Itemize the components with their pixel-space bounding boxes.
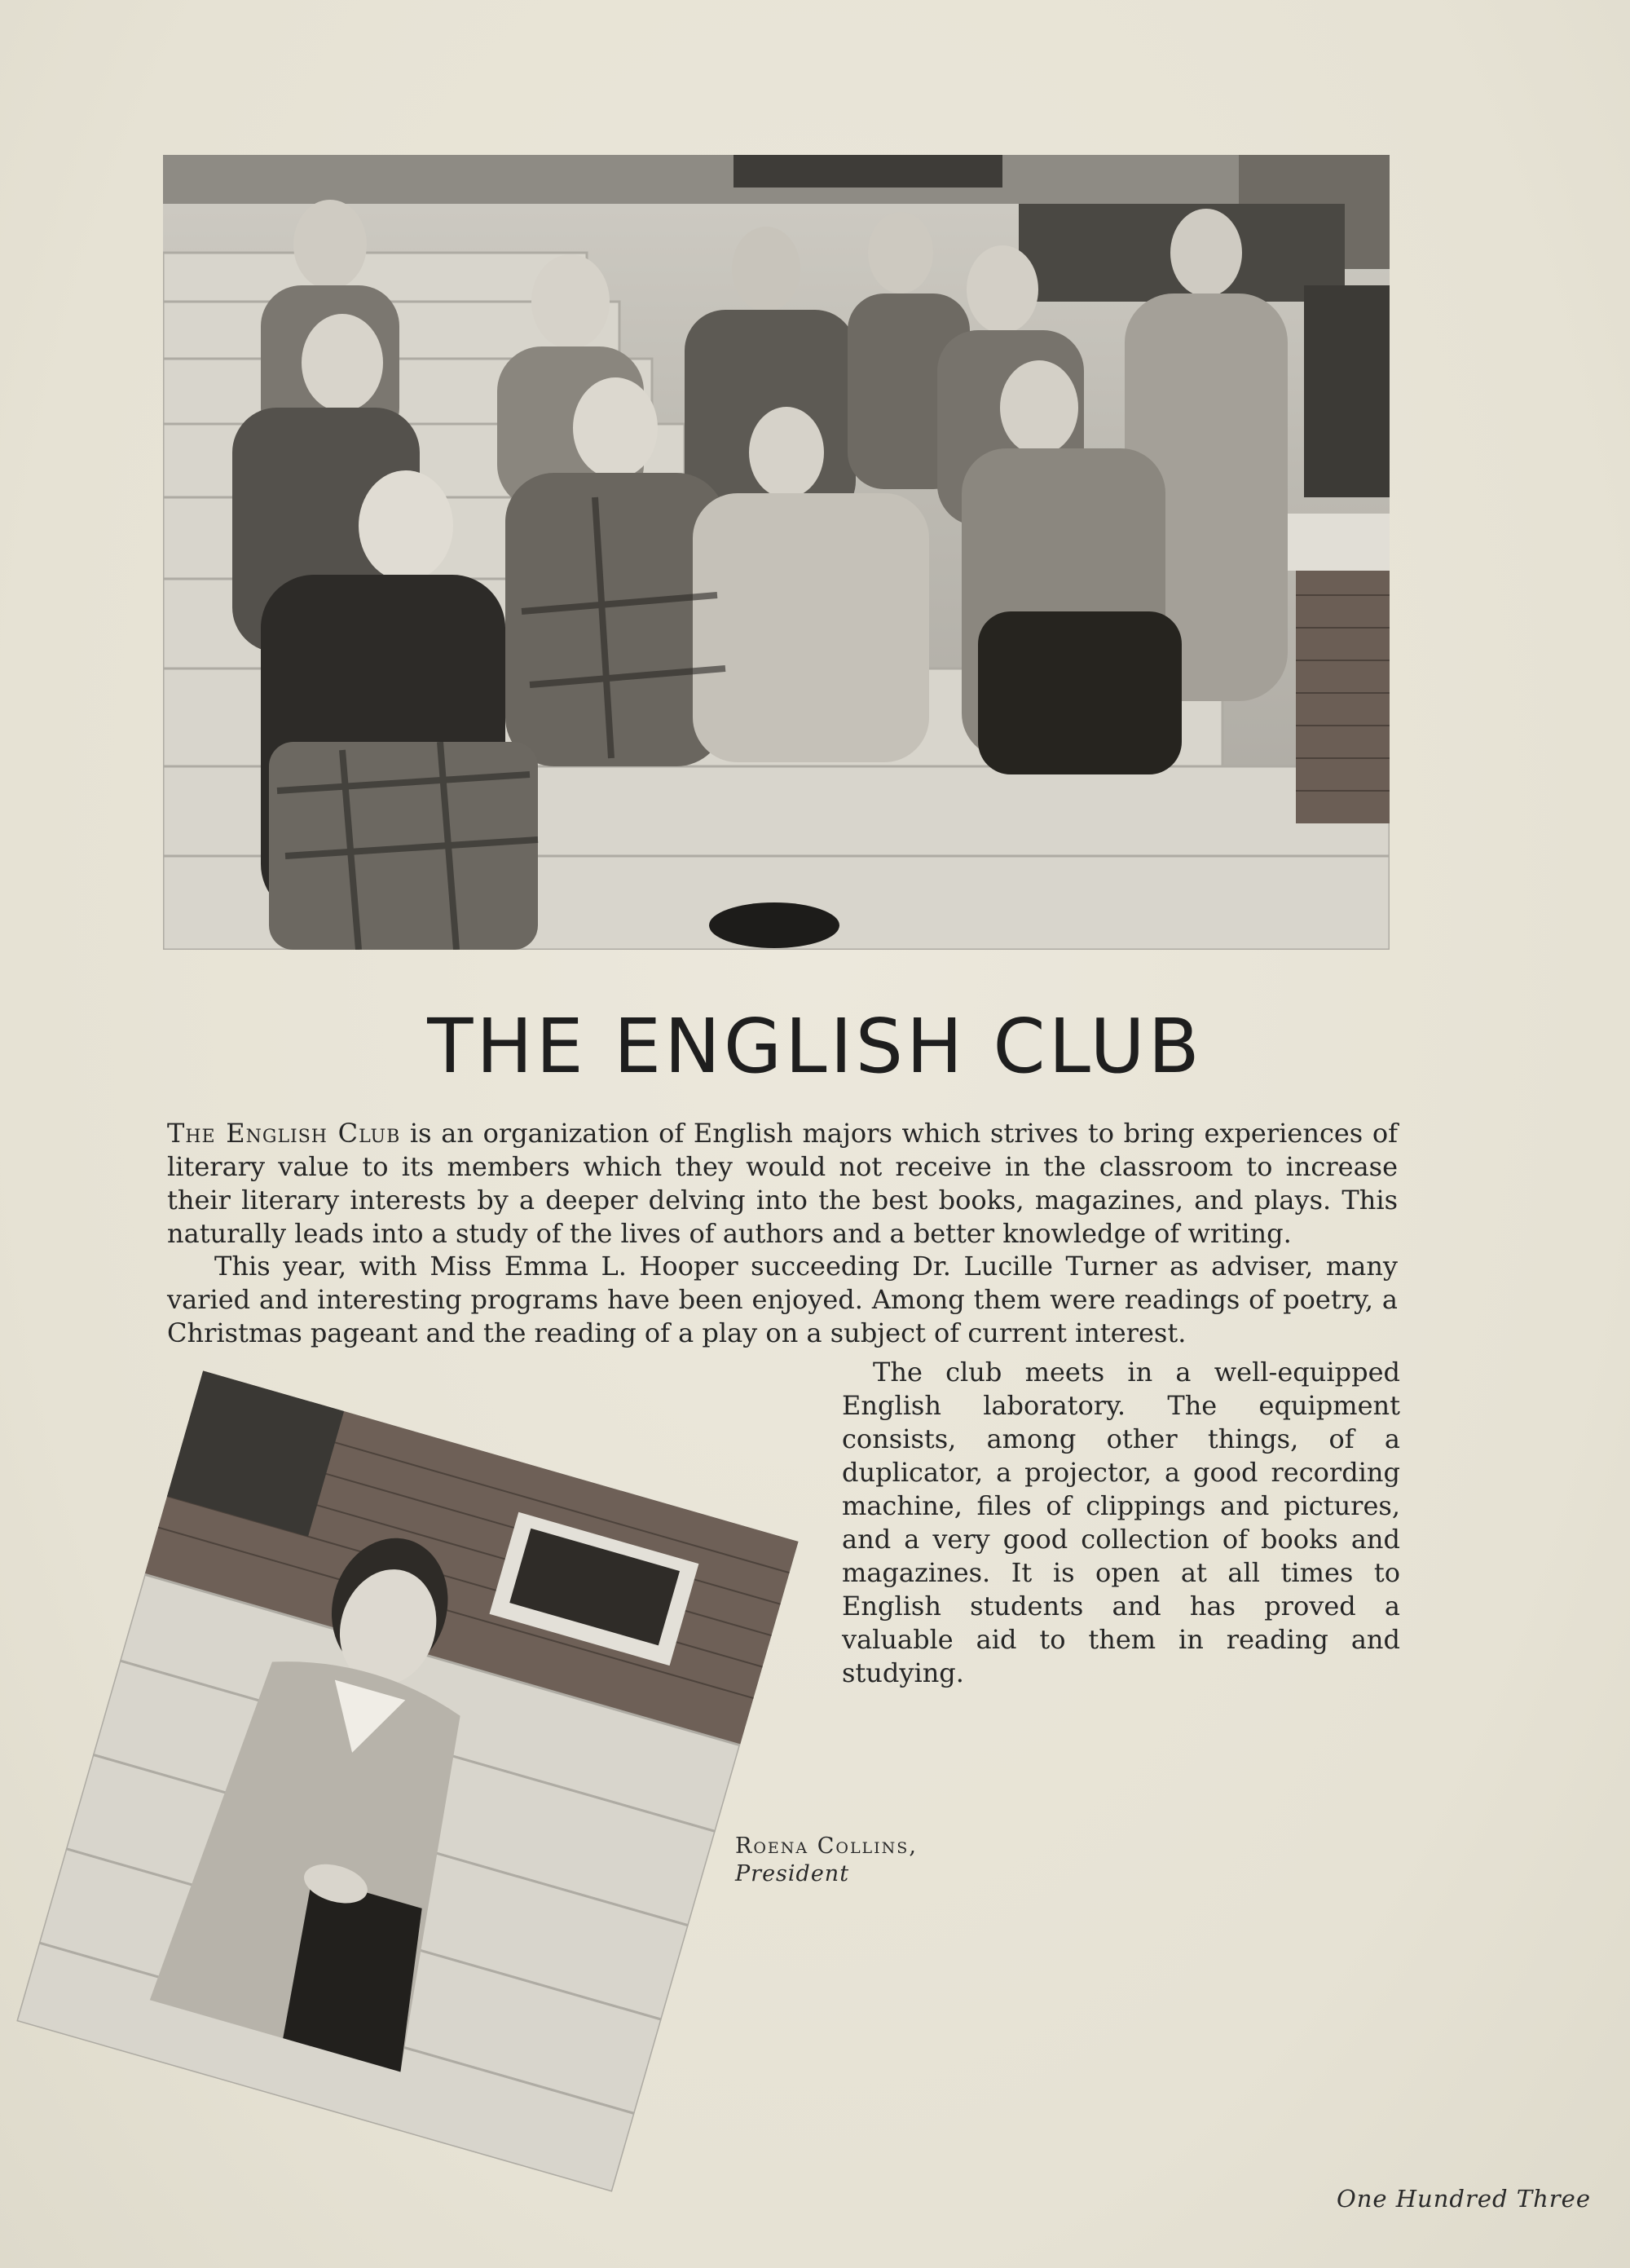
president-photo bbox=[16, 1370, 798, 2191]
caption-role: President bbox=[735, 1861, 850, 1886]
page-title: THE ENGLISH CLUB bbox=[427, 1003, 1203, 1090]
president-photo-illustration bbox=[16, 1370, 798, 2191]
group-photo-illustration bbox=[163, 155, 1390, 950]
paragraph-programs: This year, with Miss Emma L. Hooper succeeding Dr. Lucille Turner as adviser, many varied and interesting programs have been enjoyed. Among them were readings of poetry, a Christmas pageant and the reading of a play on a subject of current interest. bbox=[167, 1251, 1398, 1348]
page-number: One Hundred Three bbox=[1336, 2185, 1591, 2213]
paragraph-intro bbox=[167, 1117, 1398, 1251]
group-photo bbox=[163, 155, 1390, 950]
intro-lead: The English Club bbox=[167, 1118, 401, 1149]
paragraph-laboratory: The club meets in a well-equipped English laboratory. The equipment consists, among other things, of a duplicator, a projector, a good recording machine, files of clippings and pictures, and a very good collection of books and magazines. It is open at all times to English students and has proved a valuable aid to them in reading and studying. bbox=[842, 1357, 1400, 1688]
intro-text: is an organization of English majors which strives to bring experiences of literary value to its members which they would not receive in the classroom to increase their literary interests by a deeper delving into the best books, magazines, and plays. This naturally leads into a study of the lives of authors and a better knowledge of writing. bbox=[167, 1118, 1398, 1249]
photo-caption bbox=[735, 1833, 918, 1888]
caption-name: Roena Collins, bbox=[735, 1833, 918, 1859]
